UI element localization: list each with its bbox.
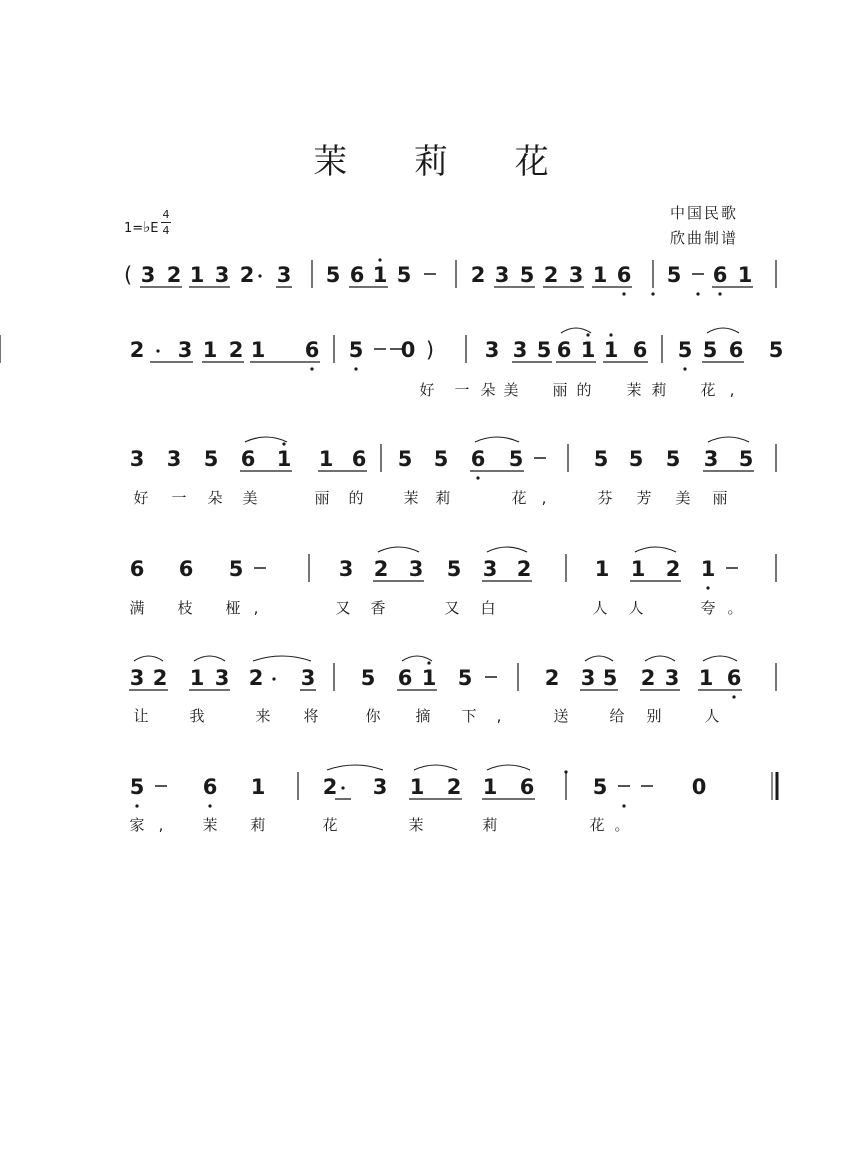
note: 6 xyxy=(712,263,728,287)
note: 1 xyxy=(250,338,266,362)
note: 5 xyxy=(433,447,449,471)
note: 6 xyxy=(304,338,320,362)
lyric-syllable: 你 xyxy=(365,707,381,725)
note: 0 xyxy=(400,338,416,362)
note: 1 xyxy=(250,775,266,799)
lyric-syllable: 莉 xyxy=(482,816,498,834)
note: 3 xyxy=(214,666,230,690)
augmentation-dot xyxy=(272,677,275,680)
note: 1 xyxy=(202,338,218,362)
note: 5 xyxy=(602,666,618,690)
lyric-syllable: 人 xyxy=(704,707,720,725)
lyric-syllable: 好 xyxy=(419,381,435,399)
note: 5 xyxy=(702,338,718,362)
note: 6 xyxy=(470,447,486,471)
lyric-syllable: 一 xyxy=(171,489,187,507)
note: 5 xyxy=(397,447,413,471)
low-octave-dot xyxy=(732,695,735,698)
augmentation-dot xyxy=(156,349,159,352)
note: 1 xyxy=(482,775,498,799)
lyric-syllable: 给 xyxy=(609,707,625,725)
note: 6 xyxy=(728,338,744,362)
note: 5 xyxy=(665,447,681,471)
note: 3 xyxy=(580,666,596,690)
high-octave-dot xyxy=(586,333,589,336)
slur xyxy=(487,765,530,770)
slur xyxy=(585,656,613,661)
key-prefix: 1= xyxy=(124,221,144,236)
lyric-syllable: 花 xyxy=(511,489,527,507)
lyric-syllable: 的 xyxy=(348,489,364,507)
note: 3 xyxy=(703,447,719,471)
high-octave-dot xyxy=(564,770,567,773)
note: 1 xyxy=(630,557,646,581)
low-octave-dot xyxy=(622,292,625,295)
slur xyxy=(327,765,383,770)
note: 2 xyxy=(228,338,244,362)
lyric-syllable: 花 xyxy=(322,816,338,834)
note: 5 xyxy=(396,263,412,287)
note: 2 xyxy=(166,263,182,287)
note: 6 xyxy=(632,338,648,362)
note: 3 xyxy=(300,666,316,690)
note: 0 xyxy=(691,775,707,799)
low-octave-dot xyxy=(208,804,211,807)
high-octave-dot xyxy=(427,661,430,664)
note: 3 xyxy=(494,263,510,287)
lyric-syllable: 枝 xyxy=(177,599,193,617)
lyric-syllable: 夸 xyxy=(700,599,716,617)
low-octave-dot xyxy=(683,367,686,370)
note: 6 xyxy=(351,447,367,471)
credit-arranger: 欣曲制谱 xyxy=(670,229,739,247)
note: 6 xyxy=(726,666,742,690)
slur xyxy=(708,437,749,442)
lyric-syllable: 香 xyxy=(370,599,386,617)
note: 1 xyxy=(318,447,334,471)
note: 5 xyxy=(129,775,145,799)
note: 6 xyxy=(349,263,365,287)
note: 2 xyxy=(239,263,255,287)
lyric-syllable: 茉 xyxy=(626,381,642,399)
lyric-syllable: , xyxy=(158,816,164,834)
low-octave-dot xyxy=(310,367,313,370)
lyric-syllable: , xyxy=(496,707,502,725)
lyric-syllable: 美 xyxy=(242,489,258,507)
note: 5 xyxy=(508,447,524,471)
repeat-open-paren: ( xyxy=(124,263,133,287)
credit-origin: 中国民歌 xyxy=(670,204,739,222)
note: 3 xyxy=(568,263,584,287)
lyric-syllable: 下 xyxy=(461,707,477,725)
lyric-syllable: 别 xyxy=(646,707,662,725)
note: 3 xyxy=(408,557,424,581)
lyric-syllable: 芬 xyxy=(597,489,613,507)
slur xyxy=(475,437,519,442)
lyric-syllable: 花 xyxy=(589,816,605,834)
note: 2 xyxy=(640,666,656,690)
lyric-syllable: , xyxy=(729,381,735,399)
lyric-syllable: , xyxy=(253,599,259,617)
note: 3 xyxy=(140,263,156,287)
note: 5 xyxy=(457,666,473,690)
note: 2 xyxy=(129,338,145,362)
augmentation-dot xyxy=(258,274,261,277)
lyric-syllable: 花 xyxy=(700,381,716,399)
slur xyxy=(378,547,419,552)
flat-sign: ♭ xyxy=(143,218,151,236)
low-octave-dot xyxy=(706,586,709,589)
note: 2 xyxy=(516,557,532,581)
note: 6 xyxy=(616,263,632,287)
slur xyxy=(645,656,675,661)
note: 5 xyxy=(203,447,219,471)
note: 3 xyxy=(177,338,193,362)
low-octave-dot xyxy=(696,292,699,295)
slur xyxy=(703,656,737,661)
lyric-syllable: 朵 xyxy=(207,489,223,507)
lyric-syllable: 茉 xyxy=(202,816,218,834)
note: 3 xyxy=(214,263,230,287)
key-tonic: E xyxy=(150,221,159,236)
low-octave-dot xyxy=(651,292,654,295)
note: 3 xyxy=(166,447,182,471)
note: 5 xyxy=(446,557,462,581)
lyric-syllable: 人 xyxy=(592,599,608,617)
note: 1 xyxy=(594,557,610,581)
note: 5 xyxy=(628,447,644,471)
note: 1 xyxy=(421,666,437,690)
note: 3 xyxy=(664,666,680,690)
note: 1 xyxy=(592,263,608,287)
note: 6 xyxy=(178,557,194,581)
note: 6 xyxy=(129,557,145,581)
song-title: 茉 莉 花 xyxy=(313,142,577,182)
lyric-syllable: 又 xyxy=(444,599,460,617)
lyric-syllable: 白 xyxy=(480,599,496,617)
lyric-syllable: 美 xyxy=(675,489,691,507)
note: 5 xyxy=(677,338,693,362)
lyric-syllable: 莉 xyxy=(435,489,451,507)
lyric-syllable: 的 xyxy=(576,381,592,399)
lyric-syllable: 来 xyxy=(255,707,271,725)
note: 3 xyxy=(129,447,145,471)
slur xyxy=(253,656,311,661)
low-octave-dot xyxy=(354,367,357,370)
note: 5 xyxy=(593,447,609,471)
note: 5 xyxy=(592,775,608,799)
slur xyxy=(245,437,287,442)
high-octave-dot xyxy=(282,442,285,445)
note: 2 xyxy=(152,666,168,690)
note: 1 xyxy=(372,263,388,287)
lyric-syllable: , xyxy=(541,489,547,507)
lyric-syllable: 好 xyxy=(133,489,149,507)
low-octave-dot xyxy=(718,292,721,295)
note: 5 xyxy=(348,338,364,362)
time-bottom: 4 xyxy=(162,224,170,237)
slur xyxy=(134,656,163,661)
lyric-syllable: 朵 xyxy=(480,381,496,399)
slur xyxy=(194,656,225,661)
lyric-syllable: 家 xyxy=(129,816,145,834)
slur xyxy=(635,547,676,552)
note: 1 xyxy=(603,338,619,362)
note: 3 xyxy=(276,263,292,287)
note: 1 xyxy=(409,775,425,799)
note: 2 xyxy=(446,775,462,799)
note: 2 xyxy=(543,263,559,287)
lyric-syllable: 丽 xyxy=(552,381,568,399)
note: 3 xyxy=(338,557,354,581)
note: 1 xyxy=(700,557,716,581)
note: 6 xyxy=(240,447,256,471)
slur xyxy=(707,328,739,333)
slur xyxy=(487,547,527,552)
note: 2 xyxy=(665,557,681,581)
low-octave-dot xyxy=(476,476,479,479)
lyric-syllable: 莉 xyxy=(250,816,266,834)
lyric-syllable: 摘 xyxy=(415,707,431,725)
note: 1 xyxy=(189,263,205,287)
note: 6 xyxy=(556,338,572,362)
note: 2 xyxy=(248,666,264,690)
low-octave-dot xyxy=(622,804,625,807)
lyric-syllable: 送 xyxy=(553,707,569,725)
note: 2 xyxy=(373,557,389,581)
lyric-syllable: 茉 xyxy=(403,489,419,507)
note: 3 xyxy=(512,338,528,362)
note: 5 xyxy=(536,338,552,362)
note: 5 xyxy=(738,447,754,471)
note: 5 xyxy=(666,263,682,287)
lyric-syllable: 将 xyxy=(303,707,319,725)
note: 1 xyxy=(276,447,292,471)
lyric-syllable: 又 xyxy=(335,599,351,617)
note: 5 xyxy=(360,666,376,690)
low-octave-dot xyxy=(135,804,138,807)
lyric-syllable: 美 xyxy=(503,381,519,399)
lyric-syllable: 满 xyxy=(129,599,145,617)
lyric-syllable: 我 xyxy=(189,707,205,725)
lyric-syllable: 丽 xyxy=(712,489,728,507)
note: 2 xyxy=(470,263,486,287)
note: 1 xyxy=(580,338,596,362)
note: 2 xyxy=(322,775,338,799)
note: 6 xyxy=(397,666,413,690)
lyric-syllable: 桠 xyxy=(225,599,241,617)
slur xyxy=(402,656,432,661)
note: 6 xyxy=(202,775,218,799)
lyric-syllable: 芳 xyxy=(636,489,652,507)
note: 5 xyxy=(228,557,244,581)
note: 3 xyxy=(372,775,388,799)
lyric-syllable: 。 xyxy=(614,816,630,834)
high-octave-dot xyxy=(378,258,381,261)
lyric-syllable: 。 xyxy=(727,599,743,617)
lyric-syllable: 丽 xyxy=(314,489,330,507)
note: 5 xyxy=(519,263,535,287)
lyric-syllable: 莉 xyxy=(651,381,667,399)
augmentation-dot xyxy=(341,786,344,789)
note: 2 xyxy=(544,666,560,690)
note: 1 xyxy=(737,263,753,287)
time-top: 4 xyxy=(162,208,170,221)
lyric-syllable: 一 xyxy=(454,381,470,399)
repeat-close-paren: ) xyxy=(425,338,435,362)
note: 6 xyxy=(519,775,535,799)
lyric-syllable: 让 xyxy=(133,707,149,725)
lyric-syllable: 人 xyxy=(628,599,644,617)
note: 3 xyxy=(482,557,498,581)
note: 5 xyxy=(325,263,341,287)
slur xyxy=(414,765,457,770)
note: 1 xyxy=(189,666,205,690)
note: 3 xyxy=(129,666,145,690)
slur xyxy=(561,328,591,333)
note: 3 xyxy=(484,338,500,362)
high-octave-dot xyxy=(609,333,612,336)
note: 5 xyxy=(768,338,784,362)
lyric-syllable: 茉 xyxy=(408,816,424,834)
note: 1 xyxy=(698,666,714,690)
